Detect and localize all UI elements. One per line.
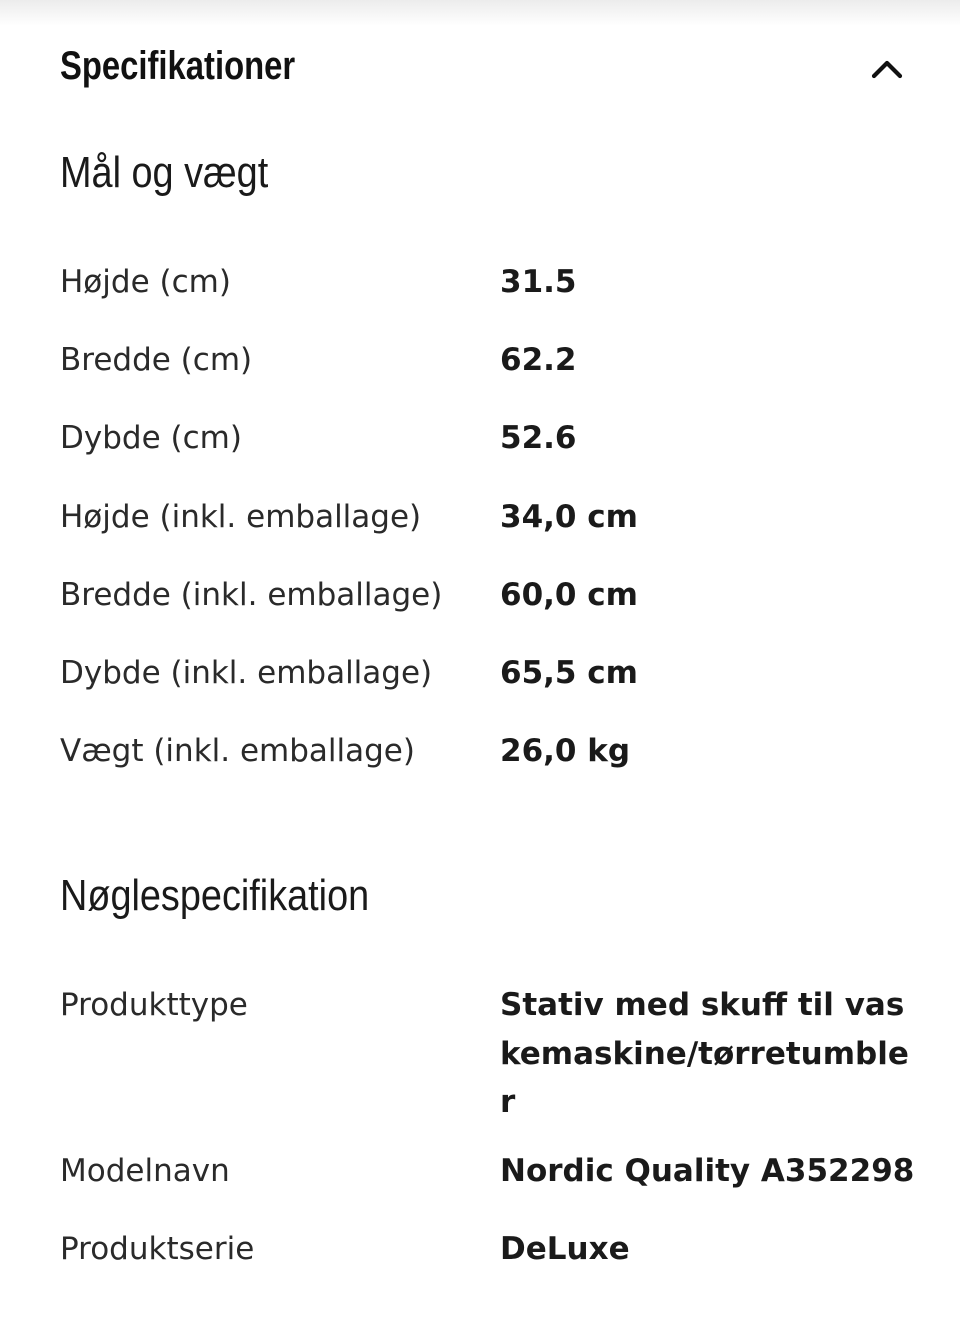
spec-label: Bredde (cm) <box>60 342 253 378</box>
spec-label: Bredde (inkl. emballage) <box>60 577 443 613</box>
spec-value: Nordic Quality A352298 <box>500 1153 915 1189</box>
spec-label: Modelnavn <box>60 1153 230 1189</box>
spec-label: Dybde (cm) <box>60 420 242 456</box>
spec-value: 26,0 kg <box>500 733 631 769</box>
spec-value: 62.2 <box>500 342 577 378</box>
spec-label: Højde (cm) <box>60 264 231 300</box>
group-heading-dimensions: Mål og vægt <box>60 148 269 197</box>
section-title: Specifikationer <box>60 44 296 88</box>
spec-label: Højde (inkl. emballage) <box>60 499 422 535</box>
spec-value: 34,0 cm <box>500 499 638 535</box>
spec-value: 52.6 <box>500 420 577 456</box>
spec-value: 60,0 cm <box>500 577 638 613</box>
spec-label: Produktserie <box>60 1231 255 1267</box>
spec-label: Produkttype <box>60 987 248 1023</box>
collapse-button[interactable] <box>868 52 906 86</box>
group-heading-key-specs: Nøglespecifikation <box>60 871 370 920</box>
spec-label: Dybde (inkl. emballage) <box>60 655 433 691</box>
spec-value: Stativ med skuff til vaskemaskine/tørretumbler <box>500 987 909 1120</box>
spec-label: Vægt (inkl. emballage) <box>60 733 415 769</box>
spec-value: 65,5 cm <box>500 655 638 691</box>
spec-value: 31.5 <box>500 264 577 300</box>
chevron-up-icon <box>868 52 906 86</box>
specifications-section-header[interactable] <box>0 0 960 130</box>
spec-value: DeLuxe <box>500 1231 630 1267</box>
